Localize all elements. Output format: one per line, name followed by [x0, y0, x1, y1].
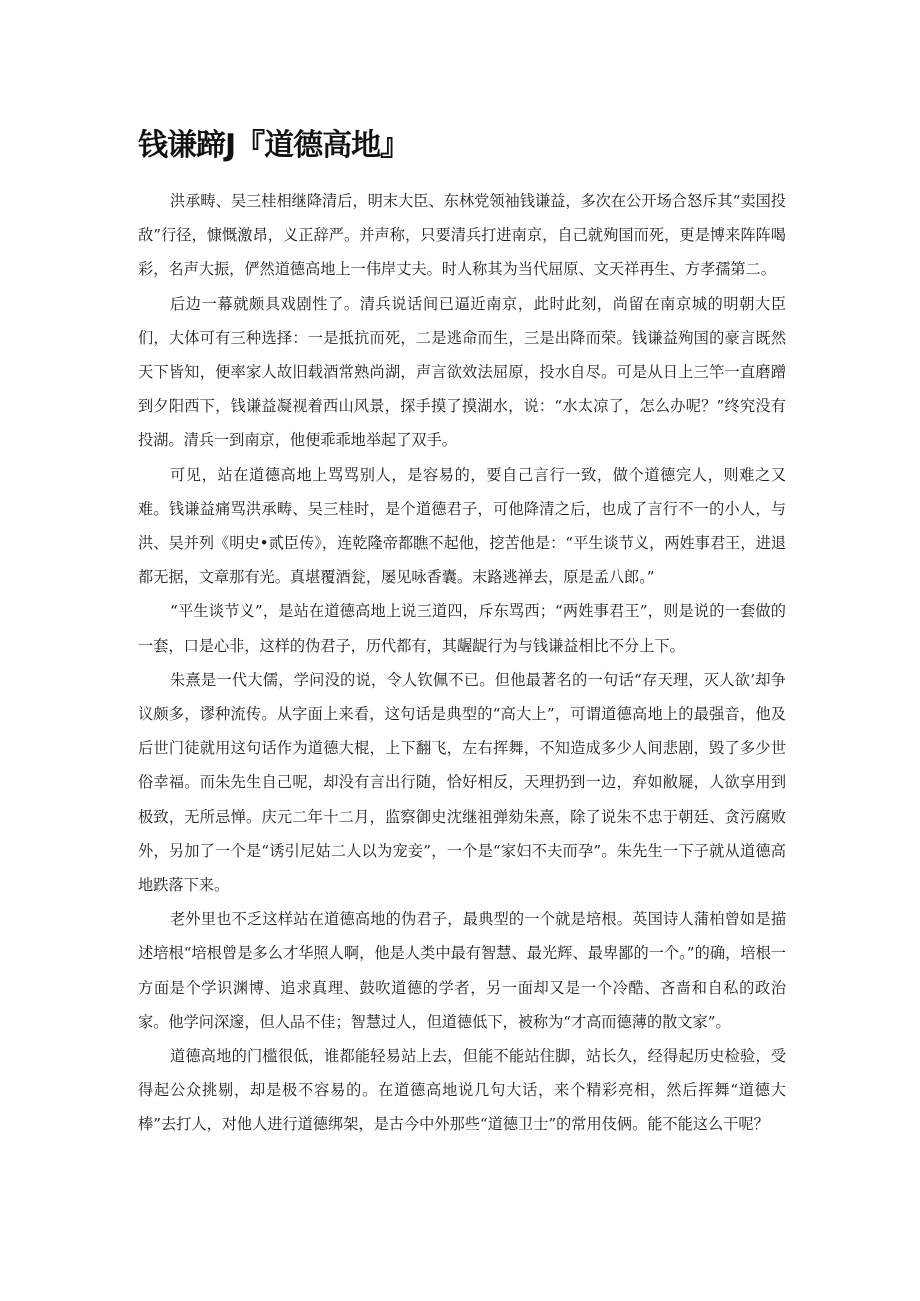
document-page	[138, 128, 786, 1142]
paragraph-7: 道德高地的门槛很低，谁都能轻易站上去，但能不能站住脚，站长久，经得起历史检验，受得起公众挑剔，却是极不容易的。在道德高地说几句大话，来个精彩亮相，然后挥舞“道德大棒”去打人，对他人进行道德绑架，是古今中外那些“道德卫士”的常用伎俩。能不能这么干呢？	[138, 1047, 786, 1134]
paragraph-2: 后边一幕就颇具戏剧性了。清兵说话间已逼近南京，此时此刻，尚留在南京城的明朝大臣们，大体可有三种选择：一是抵抗而死，二是逃命而生，三是出降而荣。钱谦益殉国的豪言既然天下皆知，便率家人故旧载酒常熟尚湖，声言欲效法屈原，投水自尽。可是从日上三竿一直磨蹭到夕阳西下，钱谦益凝视着西山风景，探手摸了摸湖水，说：“水太凉了，怎么办呢？”终究没有投湖。清兵一到南京，他便乖乖地举起了双手。	[138, 294, 786, 450]
paragraph-1: 洪承畴、吴三桂相继降清后，明末大臣、东林党领袖钱谦益，多次在公开场合怒斥其“卖国投敌”行径，慷慨激昂，义正辞严。并声称，只要清兵打进南京，自己就殉国而死，更是博来阵阵喝彩，名声大振，俨然道德高地上一伟岸丈夫。时人称其为当代屈原、文天祥再生、方孝孺第二。	[138, 192, 786, 279]
paragraph-5: 朱熹是一代大儒，学问没的说，令人钦佩不已。但他最著名的一句话“存天理，灭人欲’却争议颇多，谬种流传。从字面上来看，这句话是典型的“高大上”，可谓道德高地上的最强音，他及后世门徒就用这句话作为道德大棍，上下翻飞，左右挥舞，不知造成多少人间悲剧，毁了多少世俗幸福。而朱先生自己呢，却没有言出行随，恰好相反，天理扔到一边，弃如敝屣，人欲享用到极致，无所忌惮。庆元二年十二月，监察御史沈继祖弹劾朱熹，除了说朱不忠于朝廷、贪污腐败外，另加了一个是“诱引尼姑二人以为宠妾”，一个是“家妇不夫而孕”。朱先生一下子就从道德高地跌落下来。	[138, 670, 786, 895]
document-title: 钱谦蹄J『道德高地』	[138, 128, 410, 163]
paragraph-3: 可见，站在道德高地上骂骂别人，是容易的，要自己言行一致，做个道德完人，则难之又难。钱谦益痛骂洪承畴、吴三桂时，是个道德君子，可他降清之后，也成了言行不一的小人，与洪、吴并列《明史•贰臣传》，连乾隆帝都瞧不起他，挖苦他是：“平生谈节义，两姓事君王，进退都无据，文章那有光。真堪覆酒瓮，屡见咏香囊。末路逃禅去，原是孟八郎。”	[138, 465, 786, 587]
paragraph-4: “平生谈节义”，是站在道德高地上说三道四，斥东骂西；“两姓事君王”，则是说的一套做的一套，口是心非，这样的伪君子，历代都有，其龌龊行为与钱谦益相比不分上下。	[138, 602, 786, 655]
paragraph-6: 老外里也不乏这样站在道德高地的伪君子，最典型的一个就是培根。英国诗人蒲柏曾如是描述培根“培根曾是多么才华照人啊，他是人类中最有智慧、最光辉、最卑鄙的一个。”的确，培根一方面是个学识渊博、追求真理、鼓吹道德的学者，另一面却又是一个冷酷、吝啬和自私的政治家。他学问深邃，但人品不佳；智慧过人，但道德低下，被称为“才高而德薄的散文家”。	[138, 910, 786, 1031]
